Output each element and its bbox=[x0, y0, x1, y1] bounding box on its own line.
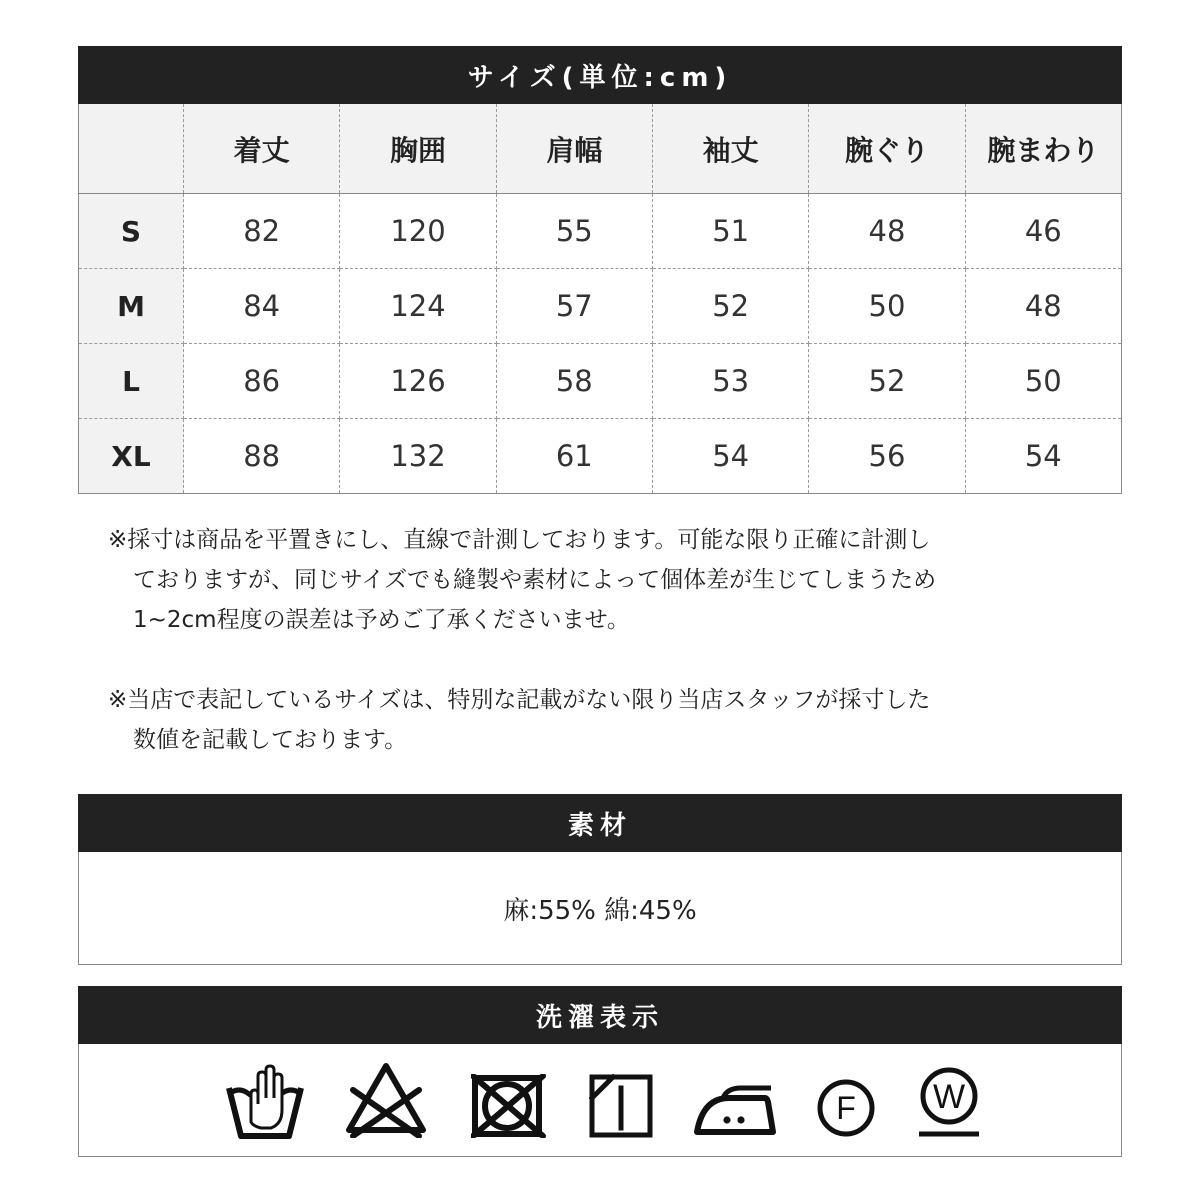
table-cell: 82 bbox=[184, 194, 340, 269]
table-cell: 50 bbox=[809, 269, 965, 344]
table-cell: 50 bbox=[965, 344, 1121, 419]
note-line: ※当店で表記しているサイズは、特別な記載がない限り当店スタッフが採寸した bbox=[108, 687, 931, 713]
table-row bbox=[79, 194, 1122, 269]
iron-low-temp-icon bbox=[693, 1082, 777, 1138]
material-composition: 麻:55% 綿:45% bbox=[503, 895, 697, 926]
measurement-notes bbox=[108, 520, 1048, 760]
table-cell: 57 bbox=[496, 269, 652, 344]
size-section-title: サイズ(単位:cm) bbox=[78, 46, 1122, 104]
table-cell: 52 bbox=[809, 344, 965, 419]
table-cell: 48 bbox=[809, 194, 965, 269]
note-line: ておりますが、同じサイズでも縫製や素材によって個体差が生じてしまうため bbox=[133, 567, 937, 593]
header-shoulder: 肩幅 bbox=[496, 104, 652, 194]
table-cell: 53 bbox=[652, 344, 808, 419]
note-measurement-method bbox=[108, 520, 1048, 640]
table-cell: 54 bbox=[652, 419, 808, 494]
table-cell: 88 bbox=[184, 419, 340, 494]
note-line: 数値を記載しております。 bbox=[133, 727, 408, 753]
table-cell: 51 bbox=[652, 194, 808, 269]
table-cell: 46 bbox=[965, 194, 1121, 269]
table-row bbox=[79, 344, 1122, 419]
table-cell: 84 bbox=[184, 269, 340, 344]
table-cell: 120 bbox=[340, 194, 496, 269]
table-cell: 126 bbox=[340, 344, 496, 419]
size-label: L bbox=[79, 344, 184, 419]
table-cell: 132 bbox=[340, 419, 496, 494]
material-box bbox=[78, 852, 1122, 965]
table-cell: 48 bbox=[965, 269, 1121, 344]
size-label: M bbox=[79, 269, 184, 344]
header-length: 着丈 bbox=[184, 104, 340, 194]
note-size-source bbox=[108, 680, 1048, 760]
note-line: ※採寸は商品を平置きにし、直線で計測しております。可能な限り正確に計測し bbox=[108, 527, 931, 553]
wet-clean-w-icon bbox=[917, 1064, 981, 1140]
table-row bbox=[79, 419, 1122, 494]
size-label: XL bbox=[79, 419, 184, 494]
care-section-title: 洗濯表示 bbox=[78, 986, 1122, 1044]
dry-clean-f-icon bbox=[816, 1078, 876, 1138]
table-cell: 54 bbox=[965, 419, 1121, 494]
size-table bbox=[78, 104, 1122, 494]
header-armhole: 腕ぐり bbox=[809, 104, 965, 194]
table-row bbox=[79, 269, 1122, 344]
header-sleeve: 袖丈 bbox=[652, 104, 808, 194]
care-symbols-box bbox=[78, 1044, 1122, 1157]
size-table-header-row bbox=[79, 104, 1122, 194]
note-line: 1~2cm程度の誤差は予めご了承くださいませ。 bbox=[133, 607, 630, 633]
table-cell: 56 bbox=[809, 419, 965, 494]
table-cell: 61 bbox=[496, 419, 652, 494]
dry-clean-letter: F bbox=[836, 1090, 856, 1126]
table-cell: 86 bbox=[184, 344, 340, 419]
wet-clean-letter: W bbox=[932, 1078, 966, 1116]
corner-cell bbox=[79, 104, 184, 194]
size-label: S bbox=[79, 194, 184, 269]
table-cell: 124 bbox=[340, 269, 496, 344]
no-tumble-dry-icon bbox=[471, 1074, 547, 1138]
table-cell: 58 bbox=[496, 344, 652, 419]
hand-wash-icon bbox=[225, 1064, 305, 1142]
table-cell: 55 bbox=[496, 194, 652, 269]
material-section-title: 素材 bbox=[78, 794, 1122, 852]
header-chest: 胸囲 bbox=[340, 104, 496, 194]
header-arm-circumference: 腕まわり bbox=[965, 104, 1121, 194]
line-dry-shade-icon bbox=[589, 1074, 653, 1138]
table-cell: 52 bbox=[652, 269, 808, 344]
no-bleach-icon bbox=[345, 1060, 427, 1138]
